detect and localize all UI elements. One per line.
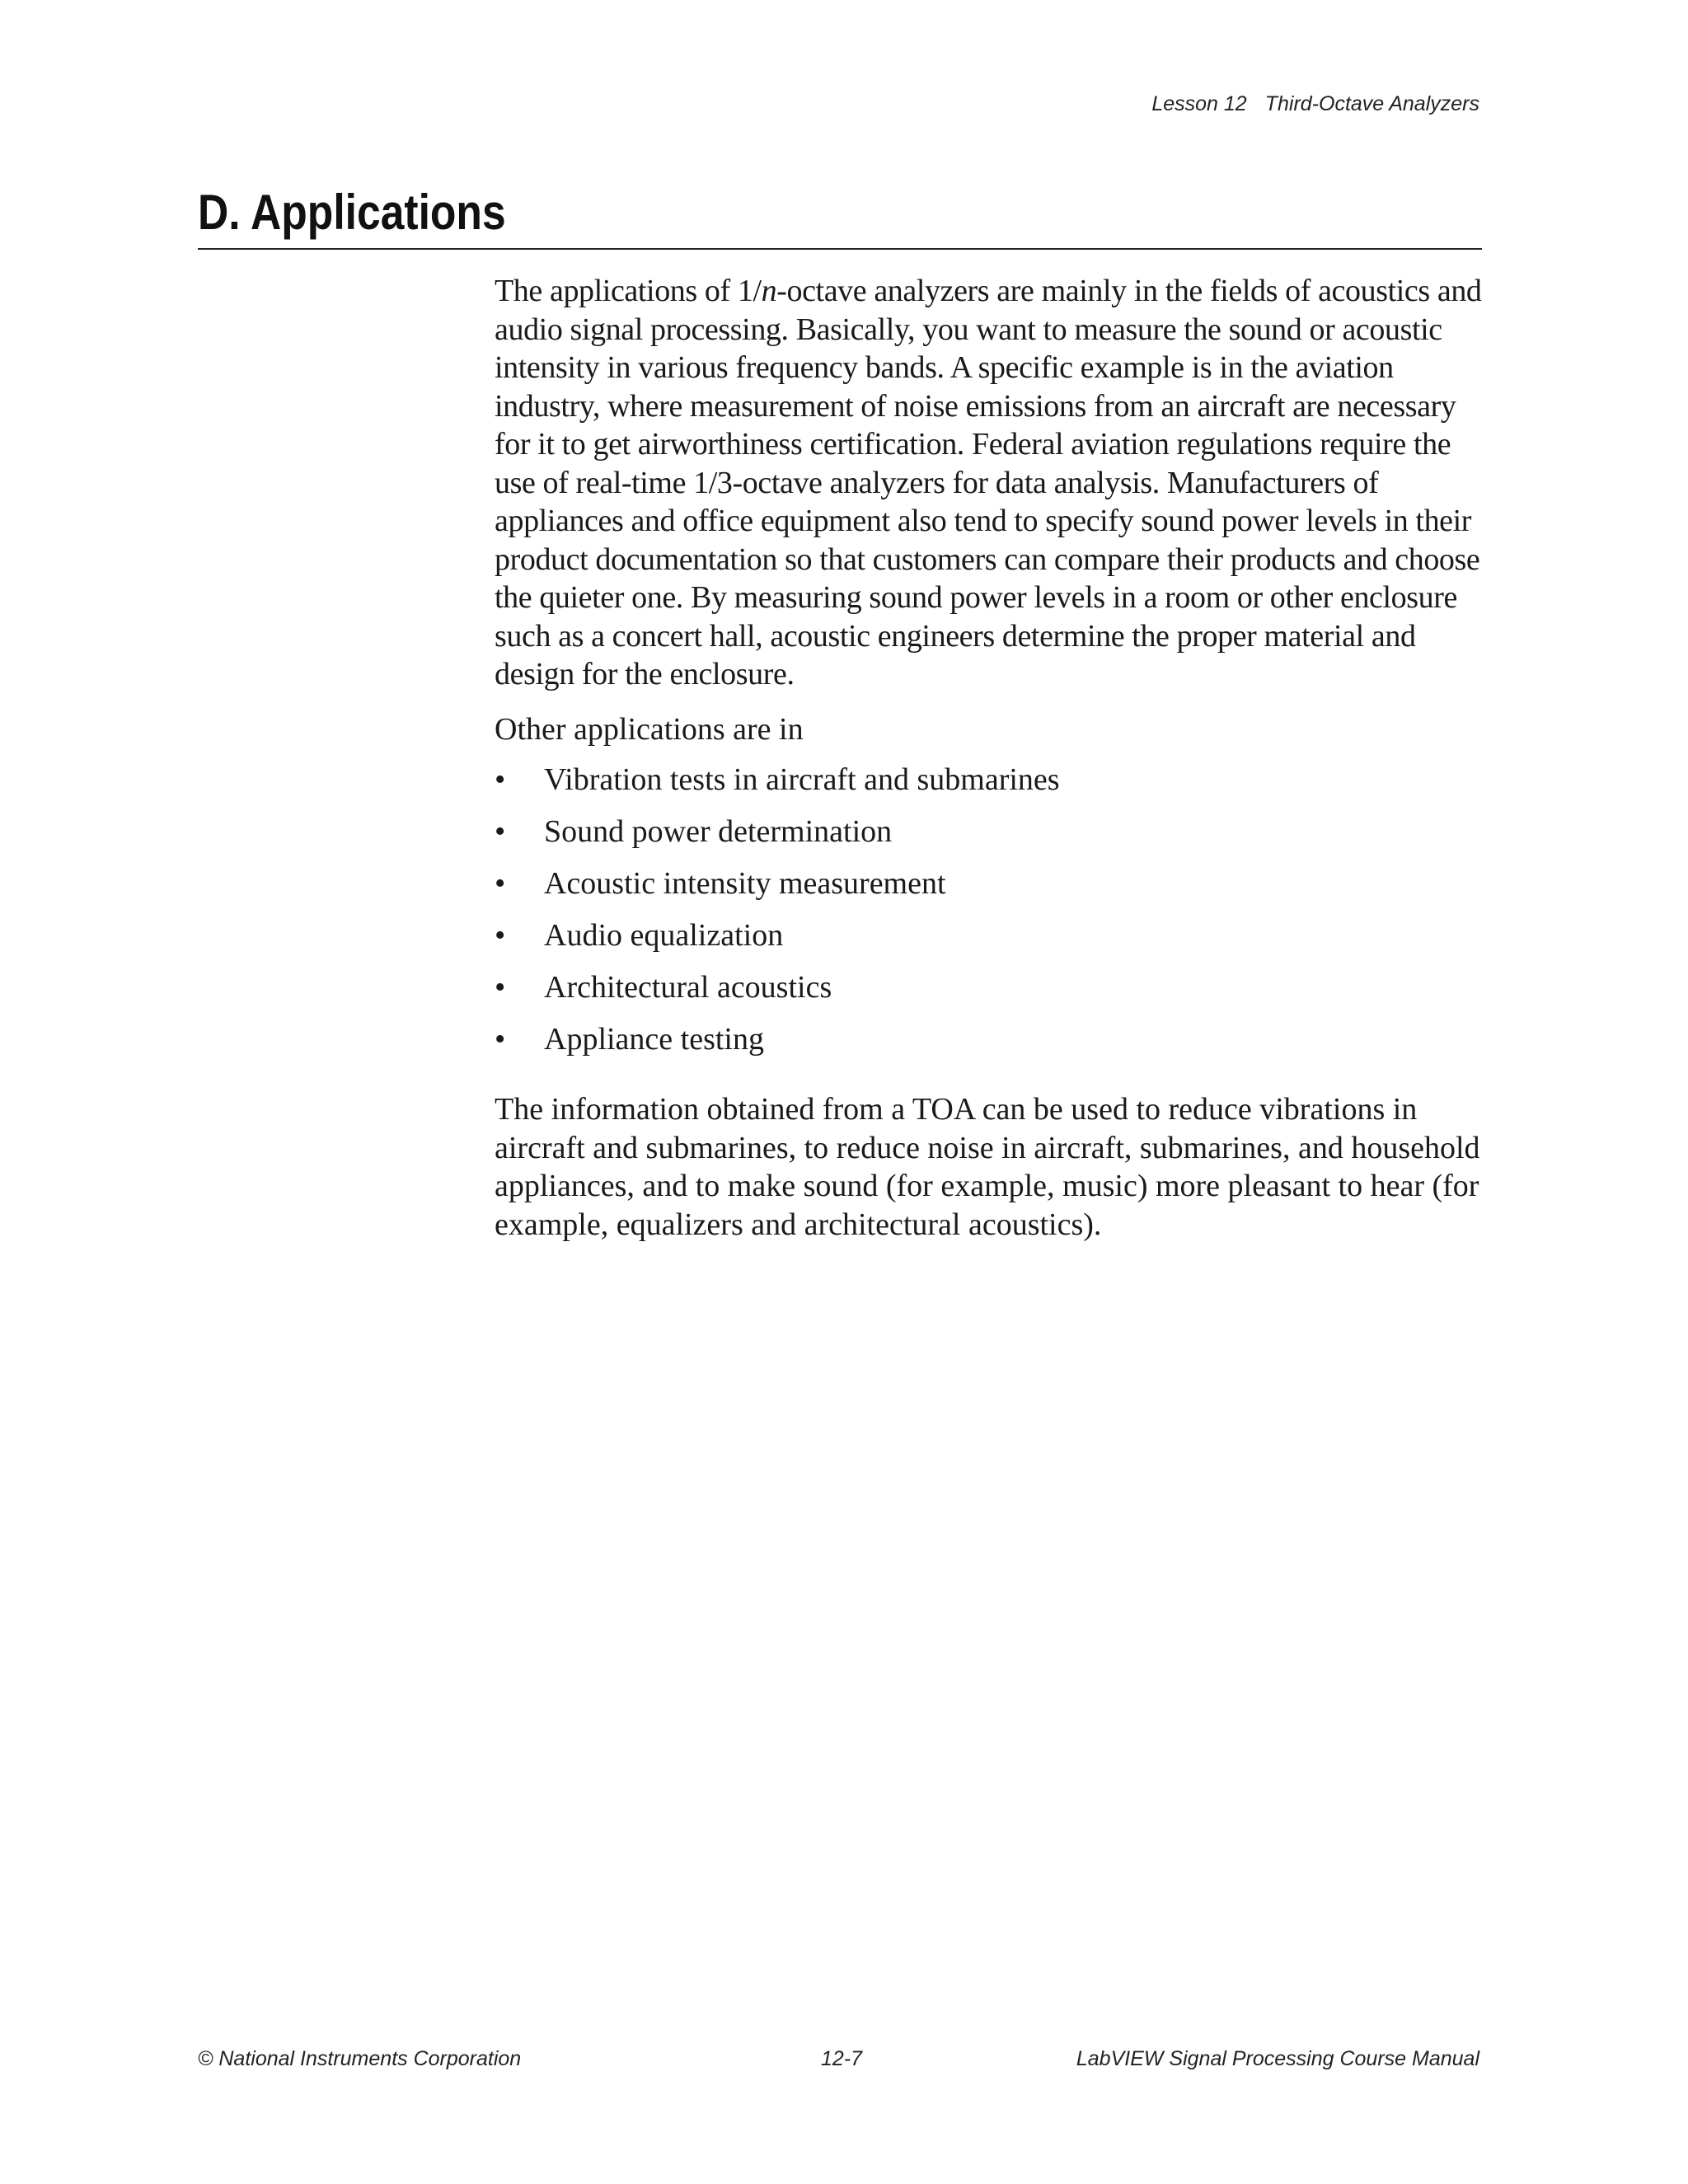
- header-lesson: Lesson 12: [1151, 92, 1247, 115]
- list-item: [495, 813, 1484, 865]
- applications-list: [495, 761, 1484, 1072]
- body-content: [495, 272, 1484, 1244]
- bullet-icon: •: [495, 762, 506, 797]
- list-item-label: Acoustic intensity measurement: [544, 866, 946, 901]
- list-item: [495, 968, 1484, 1020]
- footer-copyright: © National Instruments Corporation: [198, 2047, 522, 2070]
- footer-manual-title: LabVIEW Signal Processing Course Manual: [1076, 2047, 1479, 2070]
- list-item-label: Appliance testing: [544, 1022, 764, 1057]
- list-item: [495, 916, 1484, 968]
- bullet-icon: •: [495, 1022, 506, 1057]
- intro-paragraph: [495, 272, 1484, 694]
- list-item-label: Audio equalization: [544, 918, 784, 953]
- footer-page-number: 12-7: [821, 2047, 863, 2070]
- list-item-label: Sound power determination: [544, 814, 893, 849]
- running-header: [1151, 92, 1479, 116]
- intro-text-italic-n: n: [761, 274, 777, 308]
- closing-paragraph: The information obtained from a TOA can be used to reduce vibrations in aircraft and submarines, to reduce noise in aircraft, submarines, and household appliances, and to make sound (for example, music) more pleasant to hear (for example, equalizers and architectural acoustics).: [495, 1092, 1480, 1242]
- list-item-label: Architectural acoustics: [544, 970, 832, 1005]
- section-title: D. Applications: [198, 185, 506, 240]
- header-chapter: Third-Octave Analyzers: [1264, 92, 1479, 115]
- intro-text-start: The applications of 1/: [495, 274, 762, 308]
- bullet-icon: •: [495, 814, 506, 849]
- list-item: [495, 1020, 1484, 1072]
- list-item: [495, 761, 1484, 813]
- bullet-icon: •: [495, 918, 506, 953]
- title-rule: [198, 248, 1482, 250]
- list-item-label: Vibration tests in aircraft and submarines: [544, 762, 1060, 797]
- bullet-icon: •: [495, 970, 506, 1005]
- list-intro: Other applications are in: [495, 711, 804, 747]
- intro-text-rest: -octave analyzers are mainly in the fields of acoustics and audio signal processing. Basically, you want to measure the sound or acoustic intensity in various frequency bands. A specific example is in the aviation industry, where measurement of noise emissions from an aircraft are necessary for it to get airworthiness certification. Federal aviation regulations require the use of real-time 1/3-octave analyzers for data analysis. Manufacturers of appliances and office equipment also tend to specify sound power levels in their product documentation so that customers can compare their products and choose the quieter one. By measuring sound power levels in a room or other enclosure such as a concert hall, acoustic engineers determine the proper material and design for the enclosure.: [495, 274, 1482, 691]
- bullet-icon: •: [495, 866, 506, 901]
- list-item: [495, 865, 1484, 916]
